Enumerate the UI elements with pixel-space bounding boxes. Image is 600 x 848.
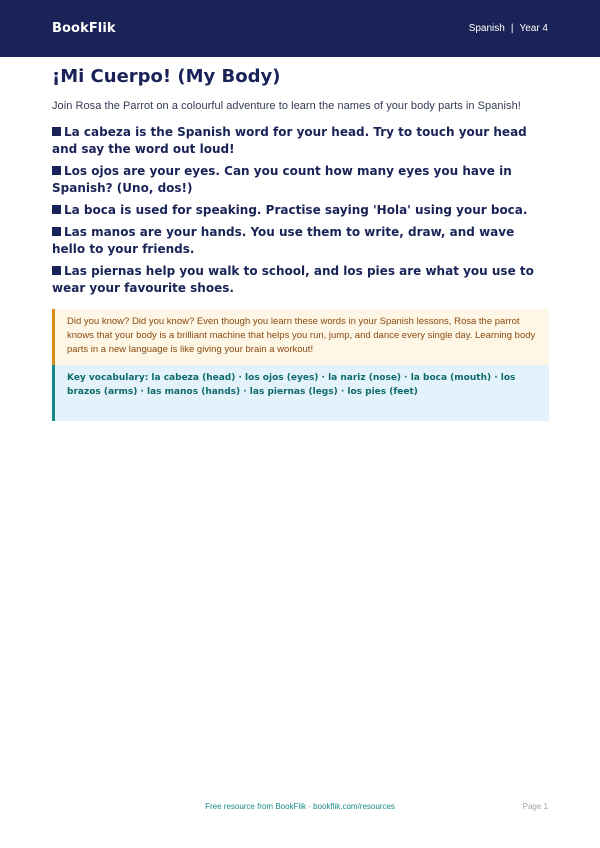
body-parts-list xyxy=(52,124,549,297)
header-meta xyxy=(469,23,548,34)
square-bullet-icon xyxy=(52,266,61,275)
page-header xyxy=(0,0,600,57)
square-bullet-icon xyxy=(52,227,61,236)
did-you-know-callout: Did you know? Did you know? Even though you learn these words in your Spanish lessons, Rosa the parrot knows that your body is a brilliant machine that helps you run, jump, and dance every single day. Learning body parts in a new language is like giving your brain a workout! xyxy=(52,309,549,365)
brand-logo-text[interactable]: BookFlik xyxy=(52,21,116,36)
list-item-text: Las manos are your hands. You use them to write, draw, and wave hello to your friends. xyxy=(52,225,515,256)
list-item-text: La boca is used for speaking. Practise saying 'Hola' using your boca. xyxy=(64,203,528,217)
list-item xyxy=(52,202,549,219)
meta-separator: | xyxy=(510,23,514,34)
list-item-text: Los ojos are your eyes. Can you count how many eyes you have in Spanish? (Uno, dos!) xyxy=(52,164,512,195)
square-bullet-icon xyxy=(52,127,61,136)
key-vocabulary-box: Key vocabulary: la cabeza (head) · los ojos (eyes) · la nariz (nose) · la boca (mouth) · los brazos (arms) · las manos (hands) · las piernas (legs) · los pies (feet) xyxy=(52,365,549,421)
page-number: Page 1 xyxy=(522,802,548,811)
list-item-text: Las piernas help you walk to school, and los pies are what you use to wear your favourite shoes. xyxy=(52,264,534,295)
main-content xyxy=(52,66,549,421)
page-title: ¡Mi Cuerpo! (My Body) xyxy=(52,66,281,87)
footer-credit-link[interactable]: Free resource from BookFlik · bookflik.com/resources xyxy=(205,802,395,811)
subject-label: Spanish xyxy=(468,23,505,34)
year-label: Year 4 xyxy=(519,23,548,34)
intro-text: Join Rosa the Parrot on a colourful adventure to learn the names of your body parts in Spanish! xyxy=(52,100,521,112)
square-bullet-icon xyxy=(52,166,61,175)
square-bullet-icon xyxy=(52,205,61,214)
list-item xyxy=(52,263,549,297)
list-item xyxy=(52,163,549,197)
list-item-text: La cabeza is the Spanish word for your head. Try to touch your head and say the word out loud! xyxy=(52,125,527,156)
list-item xyxy=(52,124,549,158)
page-footer xyxy=(0,802,600,816)
list-item xyxy=(52,224,549,258)
